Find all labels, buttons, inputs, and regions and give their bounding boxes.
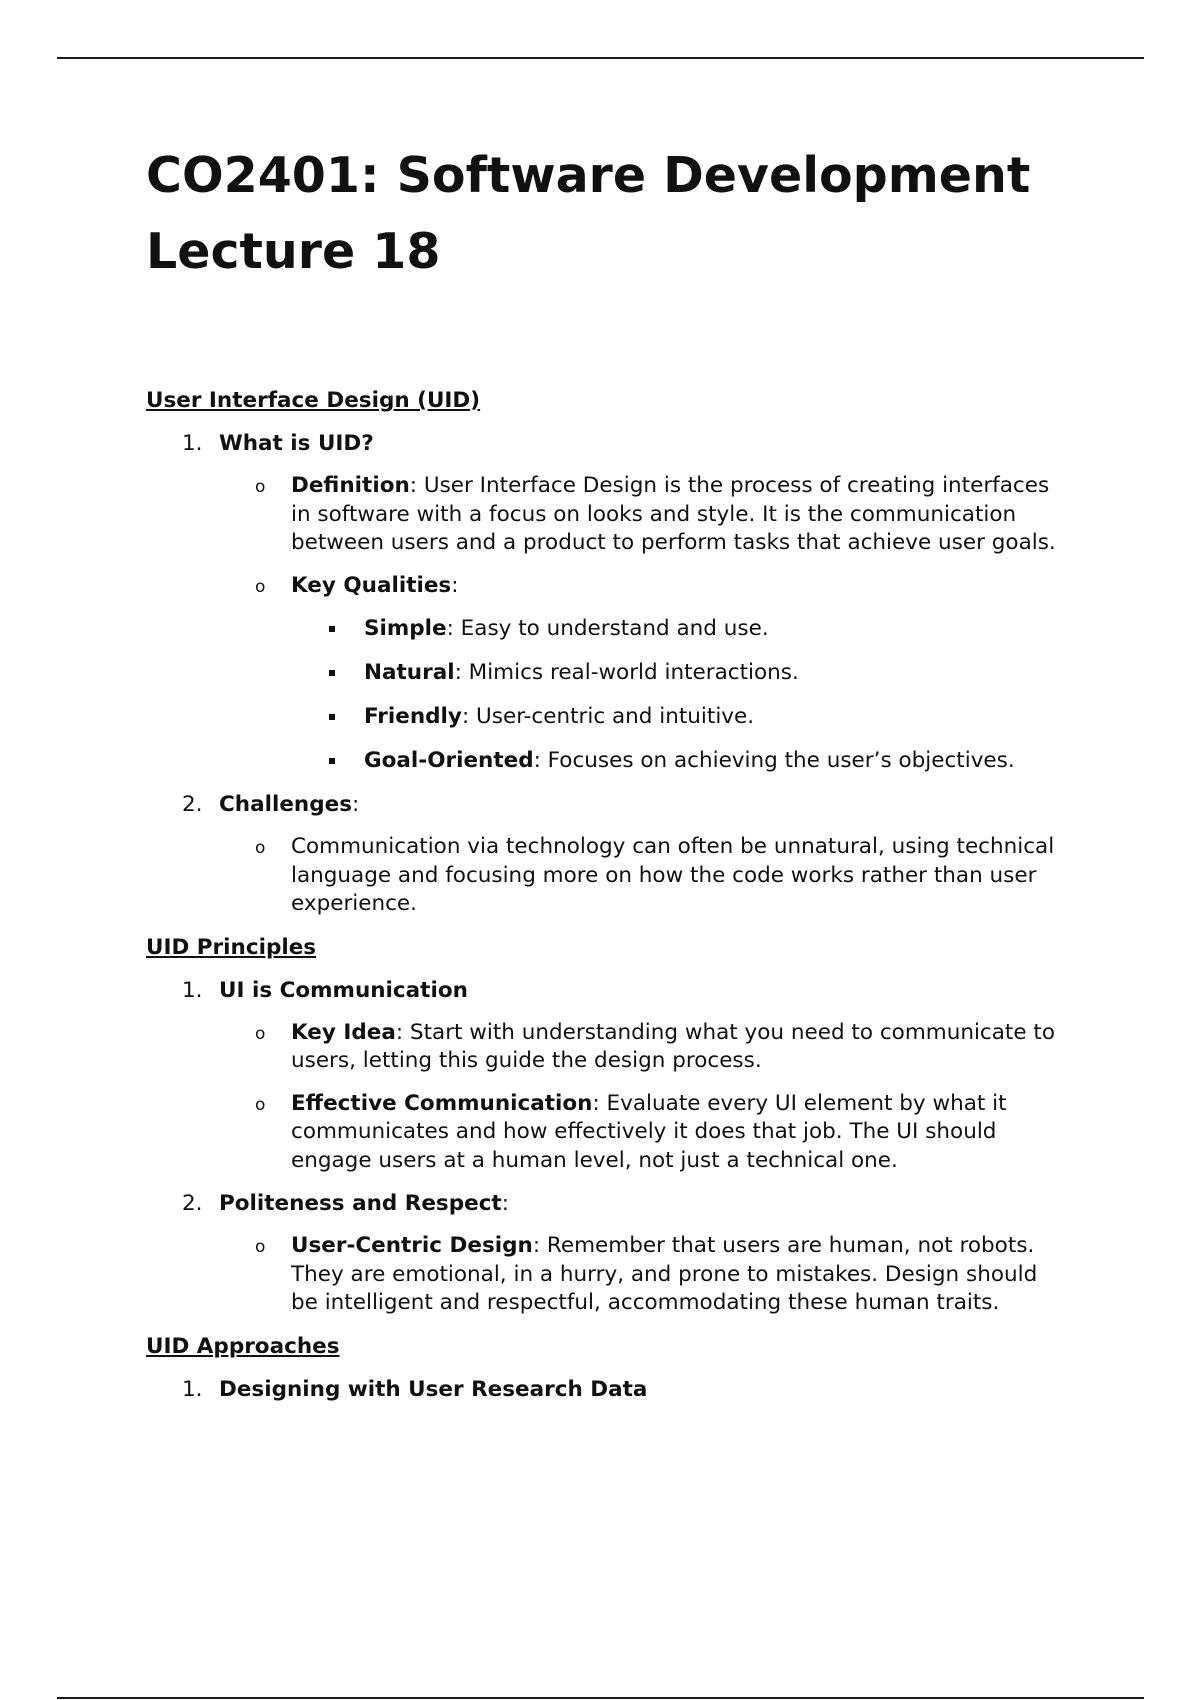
list-item-suffix: : bbox=[352, 792, 360, 817]
square-bullet-icon bbox=[329, 670, 335, 676]
point-text: : User Interface Design is the process of creating interfaces in software with a focus on looks and style. It is the communication between users and a product to perform tasks that achieve user goals. bbox=[291, 473, 1056, 555]
quality-text: : User-centric and intuitive. bbox=[461, 704, 755, 729]
top-rule bbox=[57, 57, 1144, 59]
quality-term: Natural bbox=[364, 660, 455, 685]
quality-term: Friendly bbox=[364, 704, 462, 729]
point-term: Key Qualities bbox=[291, 572, 452, 598]
quality-natural bbox=[146, 658, 1066, 687]
point-term: Effective Communication bbox=[291, 1090, 593, 1116]
circle-bullet-icon: o bbox=[255, 477, 266, 497]
list-number: 2. bbox=[182, 792, 203, 817]
point-effective-communication bbox=[146, 1090, 1066, 1176]
section-heading-uid-principles: UID Principles bbox=[146, 934, 317, 960]
quality-term: Goal-Oriented bbox=[364, 748, 534, 773]
quality-friendly bbox=[146, 702, 1066, 731]
point-text: Communication via technology can often be unnatural, using technical language and focusing more on how the code works rather than user experience. bbox=[291, 834, 1055, 916]
circle-bullet-icon: o bbox=[255, 1237, 266, 1257]
list-item-ui-is-communication bbox=[146, 976, 1066, 1006]
document-body bbox=[146, 386, 1066, 1418]
point-text: : Evaluate every UI element by what it communicates and how effectively it does that job. The UI should engage users at a human level, not just a technical one. bbox=[291, 1090, 1007, 1173]
point-challenge-communication bbox=[146, 833, 1066, 919]
circle-bullet-icon: o bbox=[255, 576, 266, 597]
quality-term: Simple bbox=[364, 616, 447, 641]
point-term: User-Centric Design bbox=[291, 1233, 533, 1258]
list-number: 2. bbox=[182, 1191, 203, 1216]
bottom-rule bbox=[57, 1697, 1144, 1699]
quality-goal-oriented bbox=[146, 746, 1066, 775]
list-item-label: Politeness and Respect bbox=[219, 1191, 502, 1216]
point-text: : Start with understanding what you need to communicate to users, letting this guide the design process. bbox=[291, 1019, 1056, 1073]
circle-bullet-icon: o bbox=[255, 1094, 266, 1115]
list-item-label: Designing with User Research Data bbox=[219, 1376, 648, 1402]
list-item-politeness-and-respect bbox=[146, 1189, 1066, 1219]
title-line-course: CO2401: Software Development bbox=[146, 147, 1031, 204]
list-item-label: What is UID? bbox=[219, 431, 374, 456]
square-bullet-icon bbox=[329, 758, 335, 764]
circle-bullet-icon: o bbox=[255, 1023, 266, 1044]
list-item-user-research-data bbox=[146, 1375, 1066, 1405]
point-text: : Remember that users are human, not robots. They are emotional, in a hurry, and prone to mistakes. Design should be intelligent and respectful, accommodating these human traits. bbox=[291, 1233, 1038, 1315]
point-term: Key Idea bbox=[291, 1019, 396, 1045]
quality-simple bbox=[146, 614, 1066, 643]
list-item-label: Challenges bbox=[219, 792, 352, 817]
point-text: : bbox=[451, 572, 459, 598]
list-item-suffix: : bbox=[501, 1191, 509, 1216]
point-key-idea bbox=[146, 1019, 1066, 1076]
quality-text: : Mimics real-world interactions. bbox=[454, 660, 799, 685]
point-term: Definition bbox=[291, 473, 410, 498]
list-item-challenges bbox=[146, 790, 1066, 820]
list-item-label: UI is Communication bbox=[219, 977, 468, 1003]
square-bullet-icon bbox=[329, 714, 335, 720]
list-number: 1. bbox=[182, 977, 203, 1003]
page-title bbox=[146, 138, 1030, 290]
point-key-qualities bbox=[146, 572, 1066, 601]
point-user-centric-design bbox=[146, 1232, 1066, 1318]
circle-bullet-icon: o bbox=[255, 838, 266, 858]
section-heading-uid-approaches: UID Approaches bbox=[146, 1333, 340, 1359]
section-heading-uid: User Interface Design (UID) bbox=[146, 388, 481, 413]
quality-text: : Easy to understand and use. bbox=[446, 616, 769, 641]
quality-text: : Focuses on achieving the user’s objectives. bbox=[533, 748, 1015, 773]
point-definition bbox=[146, 472, 1066, 558]
square-bullet-icon bbox=[329, 626, 335, 632]
title-line-lecture: Lecture 18 bbox=[146, 223, 441, 280]
list-item-what-is-uid bbox=[146, 429, 1066, 459]
list-number: 1. bbox=[182, 1376, 203, 1402]
list-number: 1. bbox=[182, 431, 203, 456]
